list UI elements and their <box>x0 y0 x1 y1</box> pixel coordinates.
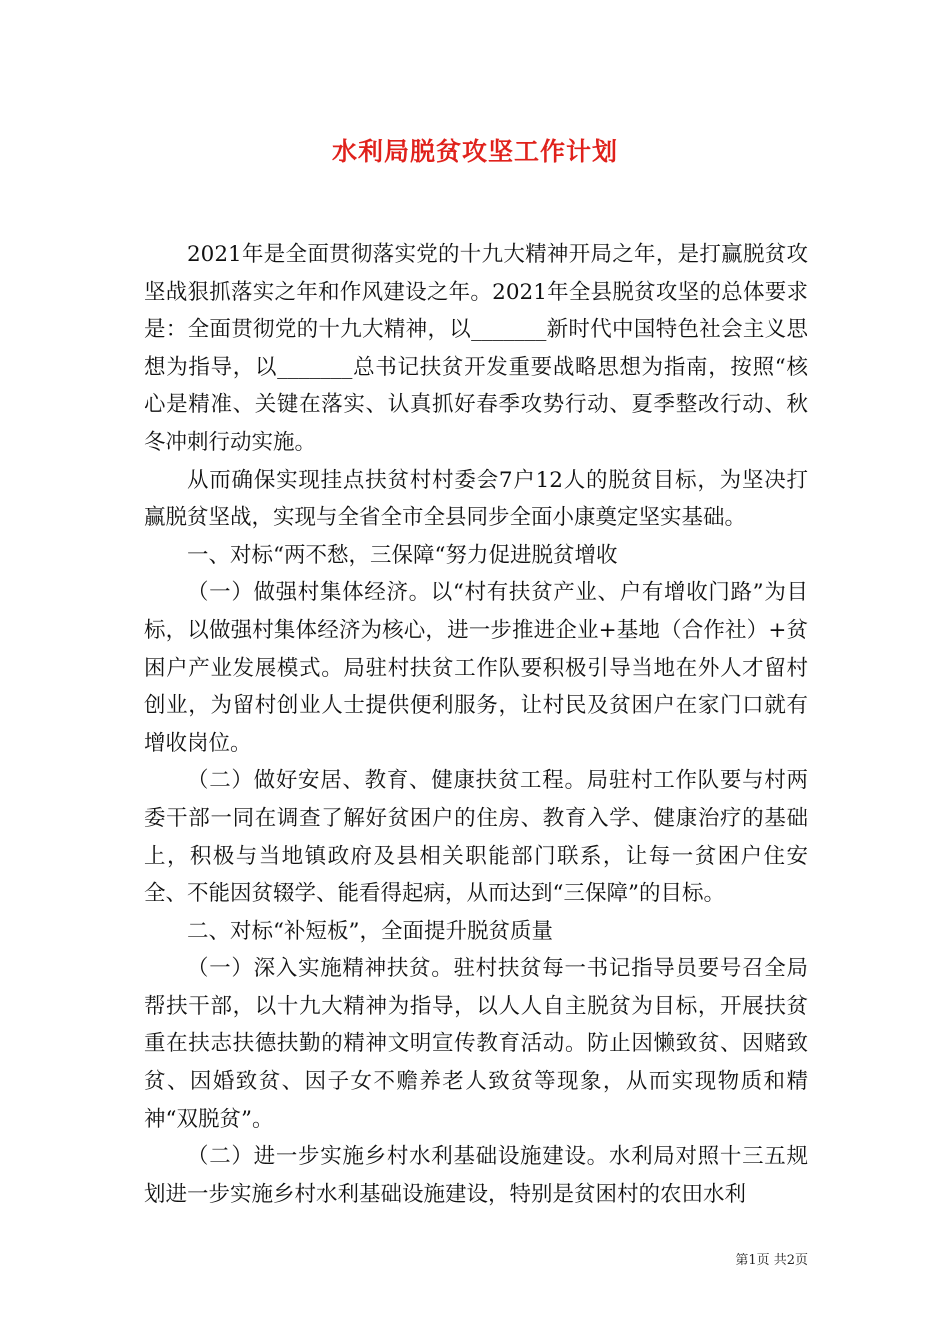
section-heading-2: 二、对标“补短板”，全面提升脱贫质量 <box>187 918 553 944</box>
page-number-footer: 第1页 共2页 <box>735 1253 808 1268</box>
section-heading-1: 一、对标“两不愁，三保障“努力促进脱贫增收 <box>187 542 618 568</box>
paragraph-2-1: （一）深入实施精神扶贫。驻村扶贫每一书记指导员要号召全局帮扶干部，以十九大精神为指导，以人人自主脱贫为目标，开展扶贫重在扶志扶德扶勤的精神文明宣传教育活动。防止因懒致贫、因赌致贫、因婚致贫、因子女不赡养老人致贫等现象，从而实现物质和精神“双脱贫”。 <box>144 956 808 1132</box>
page-title: 水利局脱贫攻坚工作计划 <box>331 137 618 166</box>
document-body <box>144 236 808 1213</box>
paragraph-intro: 2021年是全面贯彻落实党的十九大精神开局之年，是打赢脱贫攻坚战狠抓落实之年和作风建设之年。2021年全县脱贫攻坚的总体要求是：全面贯彻党的十九大精神，以_______新时代中国特色社会主义思想为指导，以_______总书记扶贫开发重要战略思想为指南，按照“核心是精准、关键在落实、认真抓好春季攻势行动、夏季整改行动、秋冬冲刺行动实施。 <box>144 242 808 455</box>
paragraph-1-2: （二）做好安居、教育、健康扶贫工程。局驻村工作队要与村两委干部一同在调查了解好贫困户的住房、教育入学、健康治疗的基础上，积极与当地镇政府及县相关职能部门联系，让每一贫困户住安全、不能因贫辍学、能看得起病，从而达到“三保障”的目标。 <box>144 768 808 907</box>
paragraph-2-2: （二）进一步实施乡村水利基础设施建设。水利局对照十三五规划进一步实施乡村水利基础设施建设，特别是贫困村的农田水利 <box>144 1144 808 1207</box>
paragraph-1-1: （一）做强村集体经济。以“村有扶贫产业、户有增收门路”为目标，以做强村集体经济为核心，进一步推进企业+基地（合作社）+贫困户产业发展模式。局驻村扶贫工作队要积极引导当地在外人才留村创业，为留村创业人士提供便利服务，让村民及贫困户在家门口就有增收岗位。 <box>144 580 808 756</box>
paragraph-goal: 从而确保实现挂点扶贫村村委会7户12人的脱贫目标，为坚决打赢脱贫坚战，实现与全省全市全县同步全面小康奠定坚实基础。 <box>144 467 808 531</box>
